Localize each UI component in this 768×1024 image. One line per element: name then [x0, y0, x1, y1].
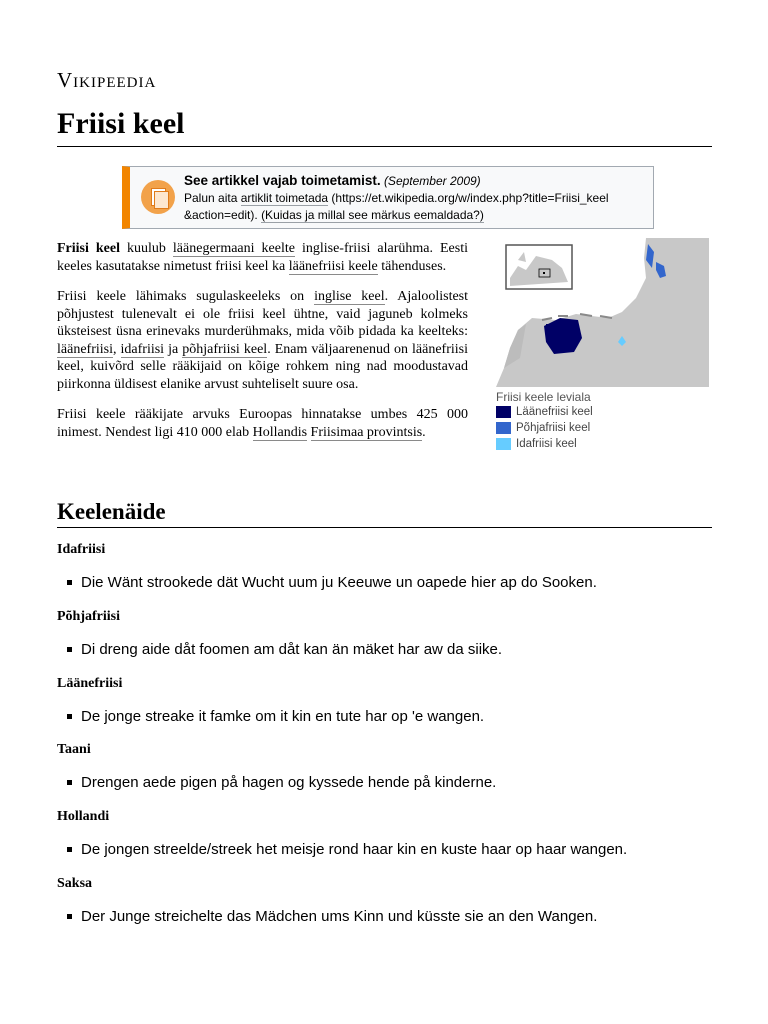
map-legend: [496, 404, 709, 452]
example-item: [67, 908, 597, 925]
wikipedia-wordmark[interactable]: Vikipeedia: [57, 68, 157, 92]
example-text: De jongen streelde/streek het meisje rond haar kin en kuste haar op haar wangen.: [81, 841, 628, 858]
link-north-frisian[interactable]: põhjafriisi keel: [182, 341, 268, 357]
example-item: [67, 708, 484, 725]
link-west-frisian[interactable]: läänefriisi keele: [288, 258, 378, 274]
example-item: [67, 641, 502, 658]
example-item: [67, 574, 597, 591]
notice-url: (https://et.wikipedia.org/w/index.php?title=Friisi_keel: [328, 191, 609, 205]
distribution-map-box: [496, 238, 709, 452]
legend-item: [496, 404, 709, 420]
legend-item: [496, 420, 709, 436]
notice-url-cont: &action=edit): [184, 208, 255, 222]
p1-text-3: tähenduses.: [377, 258, 447, 274]
link-netherlands[interactable]: Hollandis: [252, 424, 308, 440]
intro-paragraph-3: [57, 406, 468, 441]
p2-text-1: Friisi keele lähimaks sugulaskeeleks on: [57, 289, 315, 304]
edit-article-link[interactable]: artiklit toimetada: [240, 191, 329, 205]
notice-date: (September 2009): [383, 174, 481, 188]
legend-swatch: [496, 438, 511, 450]
p1-text-1: kuulub: [120, 241, 173, 256]
p3-text-3: .: [422, 424, 426, 440]
intro-paragraph-2: [57, 288, 468, 393]
bullet-icon: [67, 714, 72, 719]
example-label: Läänefriisi: [57, 676, 123, 691]
title-divider: [57, 146, 712, 147]
distribution-map[interactable]: [496, 238, 709, 387]
p3-text-1: Friisi keele rääkijate arvuks Euroopas hinnatakse umbes 425 000 inimest. Nendest ligi 410 000 elab: [57, 407, 468, 440]
notice-heading: See artikkel vajab toimetamist.: [184, 173, 381, 188]
edit-document-icon: [141, 180, 175, 214]
link-friesland[interactable]: Friisimaa provintsis: [310, 424, 423, 440]
bullet-icon: [67, 780, 72, 785]
legend-item: [496, 436, 709, 452]
notice-text: [184, 172, 644, 224]
bullet-icon: [67, 914, 72, 919]
p2-text-2: . Ajaloolistest põhjustest tulenevalt ei ole friisi keel ühtne, vaid jaguneb kolmeks üksteisest üsna erinevaks murderühmaks, mida võib pidada ka keelteks:: [57, 289, 469, 339]
example-label: Saksa: [57, 876, 93, 891]
notice-sep: .: [254, 208, 262, 222]
intro-paragraph-1: [57, 240, 468, 275]
legend-label: Põhjafriisi keel: [516, 422, 591, 434]
p1-text-2: inglise-friisi alarühma. Eesti keeles kasutatakse nimetust friisi keel ka: [57, 241, 468, 274]
example-label: Taani: [57, 742, 91, 757]
bullet-icon: [67, 580, 72, 585]
legend-label: Läänefriisi keel: [516, 406, 593, 418]
example-label: Hollandi: [57, 809, 110, 824]
intro-text: [57, 240, 468, 454]
example-item: [67, 774, 496, 791]
example-text: Der Junge streichelte das Mädchen ums Kinn und küsste sie an den Wangen.: [81, 908, 598, 925]
example-text: De jonge streake it famke om it kin en tute har op 'e wangen.: [81, 708, 485, 725]
maintenance-notice: [122, 166, 654, 229]
notice-prefix: Palun aita: [184, 191, 241, 205]
page-title: Friisi keel: [57, 107, 185, 140]
example-item: [67, 841, 627, 858]
section-heading: Keelenäide: [57, 499, 166, 524]
section-divider: [57, 527, 712, 528]
p2-text-3: ,: [112, 341, 121, 357]
link-east-frisian[interactable]: idafriisi: [120, 341, 165, 357]
legend-label: Idafriisi keel: [516, 438, 577, 450]
legend-swatch: [496, 406, 511, 418]
link-west-frisian-2[interactable]: läänefriisi: [57, 341, 113, 357]
p2-text-4: ja: [164, 341, 183, 357]
link-english[interactable]: inglise keel: [314, 289, 385, 304]
bullet-icon: [67, 847, 72, 852]
remove-notice-help-link[interactable]: (Kuidas ja millal see märkus eemaldada?): [261, 208, 484, 222]
example-label: Idafriisi: [57, 542, 106, 557]
p2-text-5: . Enam väljaarenenud on läänefriisi keel, kuivõrd selle rääkijaid on kõige rohkem ning nad moodustavad piirkonna üldisest elanike arvust suhteliselt suure osa.: [57, 341, 468, 392]
example-text: Drengen aede pigen på hagen og kyssede hende på kinderne.: [81, 774, 497, 791]
bullet-icon: [67, 647, 72, 652]
example-text: Die Wänt strookede dät Wucht uum ju Keeuwe un oapede hier ap do Sooken.: [81, 574, 597, 591]
legend-swatch: [496, 422, 511, 434]
link-west-germanic[interactable]: läänegermaani keelte: [172, 241, 295, 256]
example-label: Põhjafriisi: [57, 609, 120, 624]
map-caption: Friisi keele leviala: [496, 390, 591, 404]
term-bold: Friisi keel: [57, 241, 120, 256]
example-text: Di dreng aide dåt foomen am dåt kan än mäket har aw da siike.: [81, 641, 503, 658]
